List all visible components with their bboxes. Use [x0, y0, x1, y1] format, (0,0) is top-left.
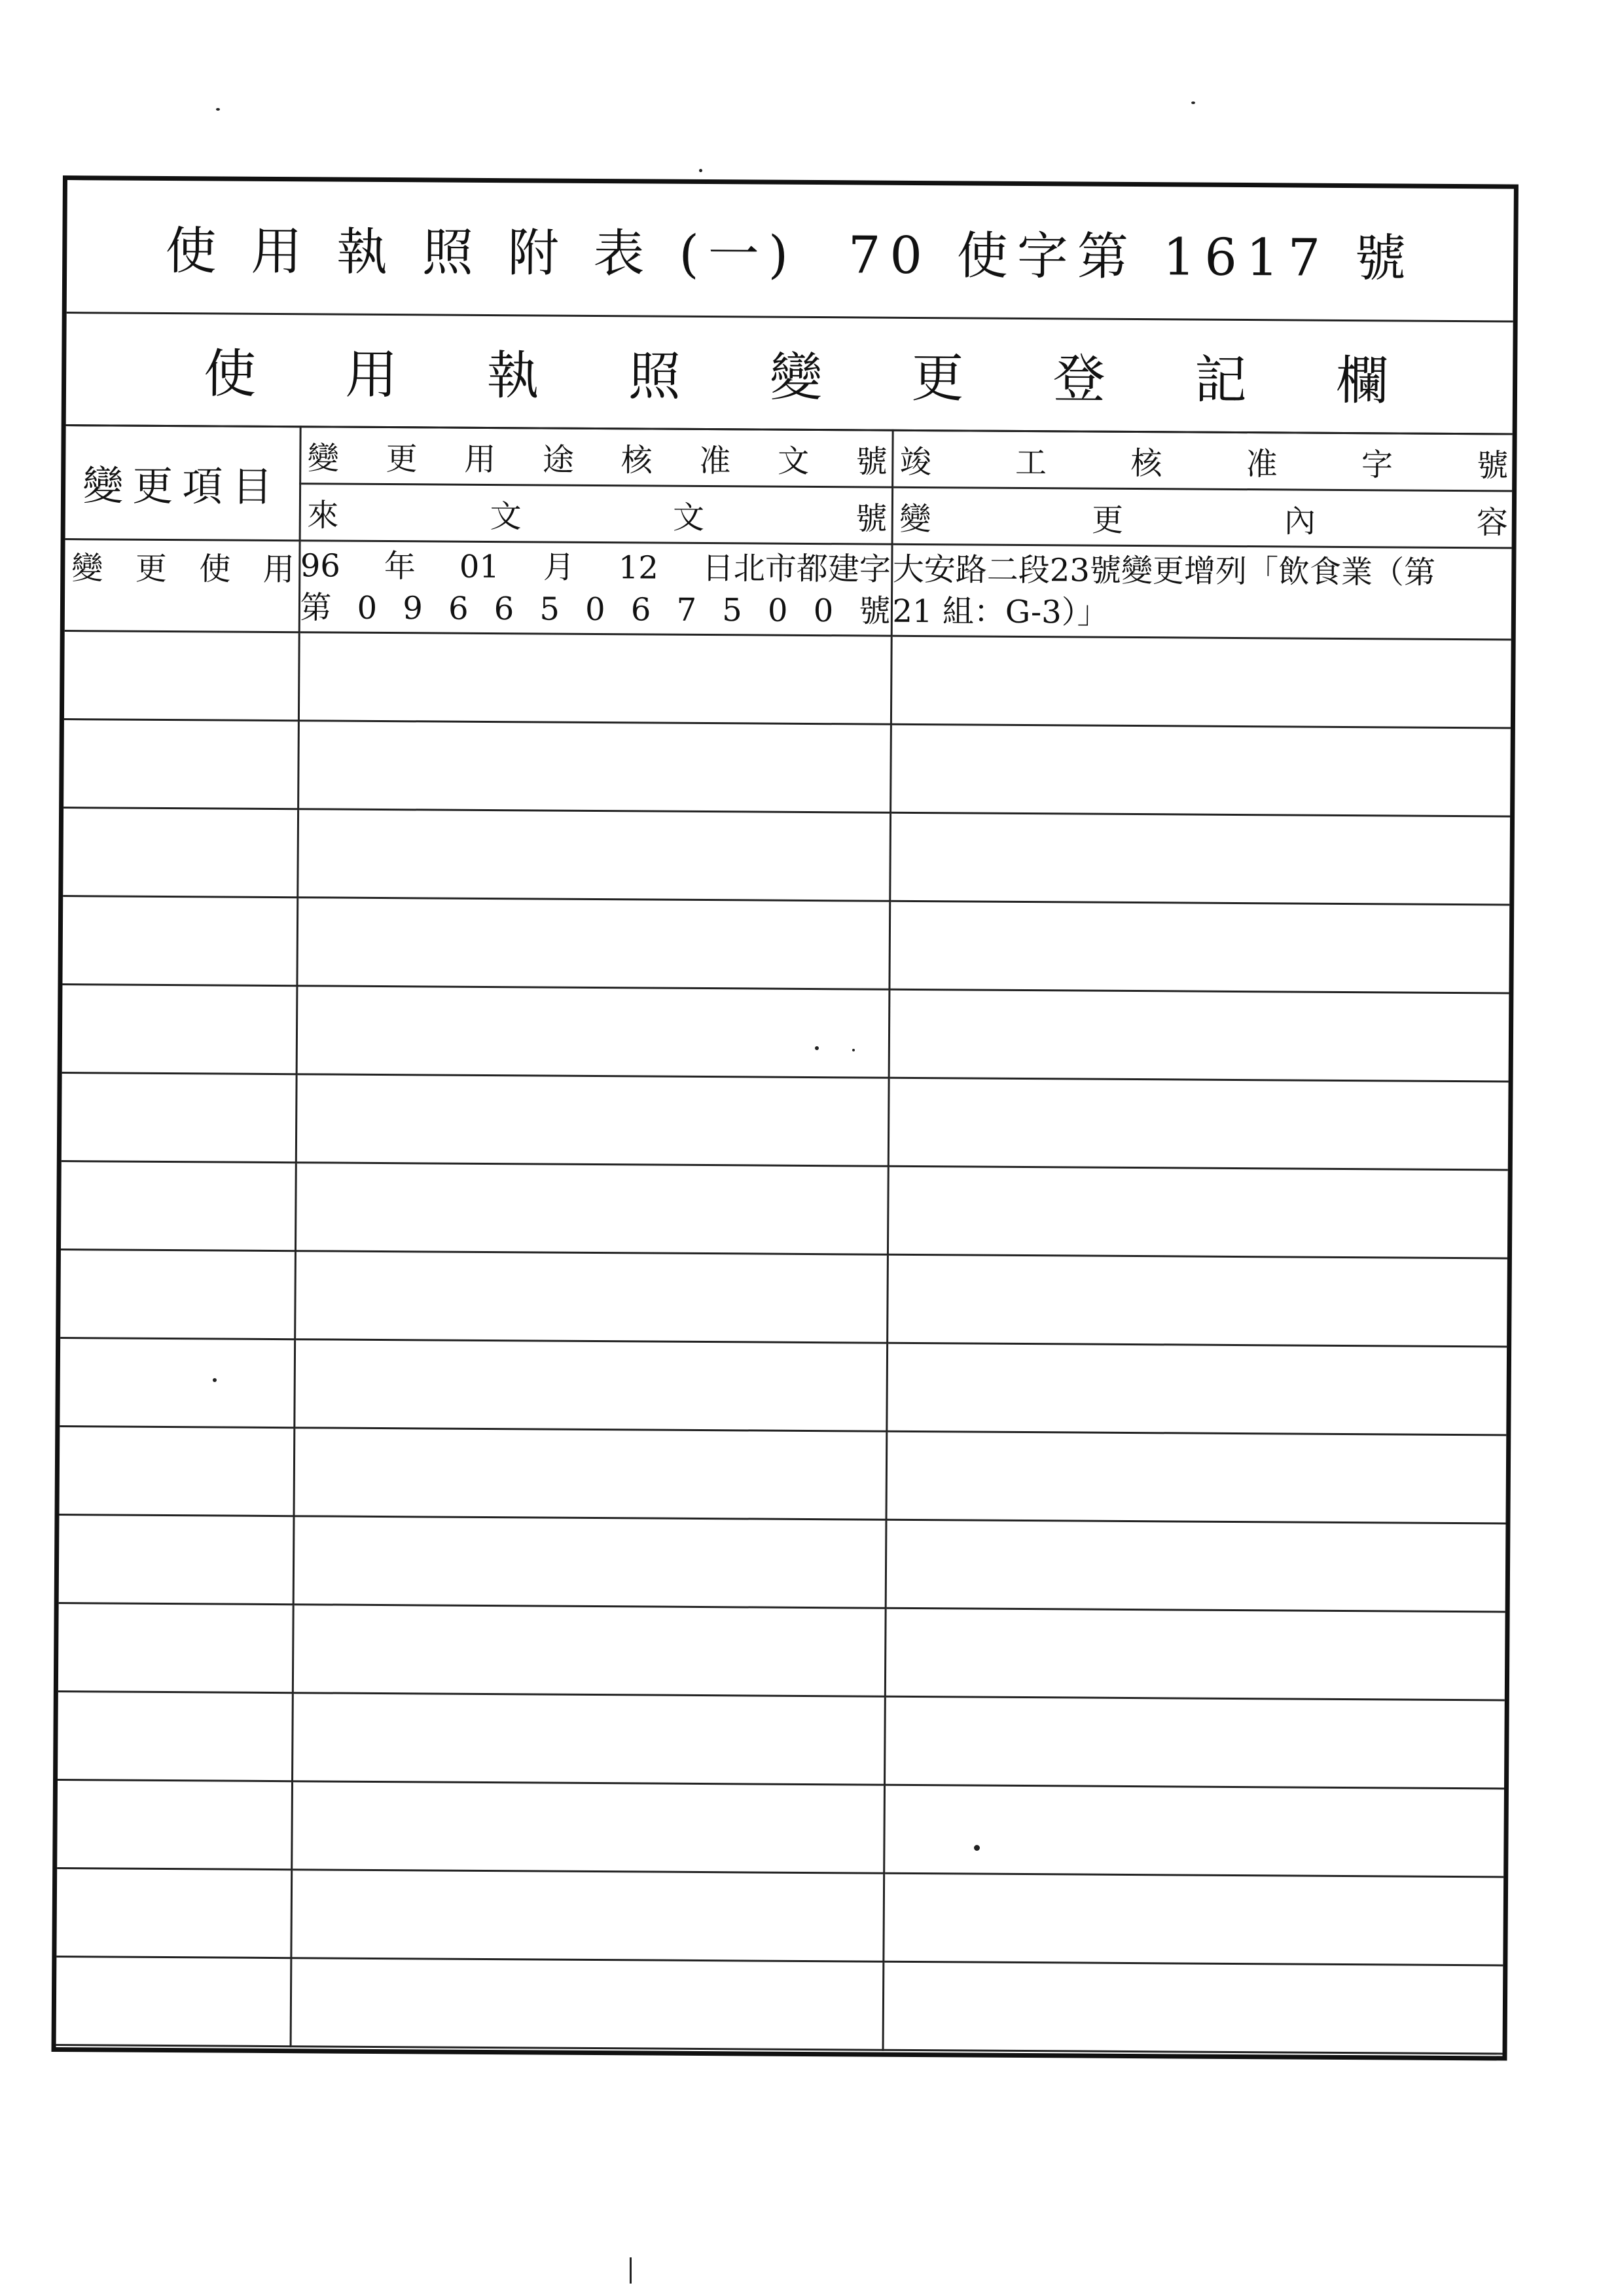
record-content-line-1: 大安路二段23號變更增列「飲食業（第: [892, 551, 1436, 591]
header-char: 文: [672, 499, 705, 536]
record-char: 9: [403, 589, 423, 627]
empty-cell: [293, 1516, 886, 1609]
header-char: 工: [1015, 444, 1047, 481]
table-row: [62, 985, 1509, 1082]
record-char: 第: [300, 589, 332, 627]
empty-cell: [62, 985, 297, 1074]
record-char: 號: [859, 592, 891, 630]
empty-cell: [57, 1779, 292, 1869]
section-heading-char: 記: [1194, 349, 1248, 410]
empty-cell: [886, 1343, 1507, 1435]
section-heading-char: 照: [628, 345, 681, 407]
header-approval-doc: [301, 428, 891, 486]
record-char: 0: [767, 592, 788, 629]
record-char: 日北市都建字: [702, 549, 891, 588]
empty-cell: [60, 1250, 295, 1339]
header-char: 容: [1476, 503, 1508, 541]
header-change-item: 變更項目: [65, 426, 300, 541]
empty-cell: [296, 1074, 889, 1167]
empty-cell: [60, 1427, 295, 1516]
empty-cell: [293, 1428, 886, 1520]
scan-speck: [699, 169, 702, 172]
header-char: 用: [464, 441, 496, 478]
record-char: 用: [262, 551, 295, 588]
header-char: 字: [1361, 446, 1393, 483]
record-doc-line-1: [300, 545, 891, 591]
empty-cell: [884, 1696, 1505, 1789]
empty-cell: [291, 1958, 884, 2050]
table-row: [62, 1073, 1509, 1170]
scan-speck: [1191, 101, 1195, 104]
empty-cell: [59, 1515, 294, 1605]
table-row: [56, 1868, 1503, 1965]
header-char: 核: [620, 441, 653, 479]
empty-cell: [294, 1339, 887, 1432]
section-heading-char: 變: [769, 346, 823, 408]
empty-cell: [62, 1073, 297, 1163]
scan-speck: [216, 108, 220, 111]
record-char: 0: [357, 589, 378, 627]
empty-cell: [883, 1961, 1503, 2054]
empty-cell: [295, 1251, 888, 1343]
empty-cell: [886, 1520, 1506, 1612]
scan-mark: [630, 2257, 632, 2284]
empty-cell: [891, 636, 1511, 728]
empty-cell: [298, 721, 891, 813]
empty-cell: [63, 720, 298, 809]
header-char: 號: [855, 443, 888, 481]
empty-cell: [298, 632, 891, 725]
empty-cell: [889, 989, 1509, 1082]
empty-cell: [890, 812, 1510, 905]
empty-cell: [297, 986, 890, 1078]
empty-cell: [297, 898, 890, 990]
header-char: 文: [490, 498, 522, 535]
table-row: [62, 896, 1509, 993]
header-char: 號: [1477, 446, 1509, 484]
empty-cell: [888, 1166, 1508, 1258]
section-heading-char: 用: [345, 344, 398, 405]
empty-cell: [58, 1691, 293, 1781]
scan-speck: [815, 1046, 819, 1050]
record-char: 月: [543, 548, 575, 586]
table-row: [60, 1427, 1507, 1523]
record-char: 7: [676, 591, 697, 629]
header-completion-approval: [893, 431, 1513, 490]
record-char: 0: [813, 592, 834, 629]
empty-cell: [60, 1338, 295, 1428]
record-char: 6: [494, 590, 514, 627]
empty-cell: [888, 1078, 1509, 1170]
empty-cell: [293, 1605, 886, 1697]
empty-cell: [886, 1431, 1506, 1523]
header-incoming-doc: [300, 484, 891, 543]
section-heading: [66, 312, 1513, 435]
table-row: [58, 1691, 1505, 1788]
header-char: 變: [307, 439, 340, 477]
header-char: 號: [855, 500, 888, 538]
empty-cell: [291, 1781, 884, 1874]
header-char: 內: [1284, 502, 1316, 540]
header-char: 准: [1246, 445, 1278, 483]
record-char: 01: [459, 548, 500, 585]
empty-cell: [63, 808, 298, 898]
record-char: 96: [300, 547, 341, 585]
empty-cell: [56, 1868, 291, 1958]
record-char: 年: [384, 547, 416, 585]
table-row: [58, 1603, 1505, 1700]
section-heading-char: 執: [486, 344, 539, 406]
record-char: 0: [584, 591, 605, 628]
empty-cell: [56, 1956, 291, 2046]
header-char: 更: [1091, 501, 1124, 539]
scan-speck: [213, 1378, 217, 1382]
table-row: [57, 1779, 1504, 1876]
header-char: 更: [386, 440, 418, 477]
table-row: [65, 539, 1512, 640]
header-char: 核: [1130, 445, 1162, 482]
empty-cell: [61, 1161, 296, 1251]
section-heading-char: 欄: [1335, 350, 1389, 411]
record-char: 6: [630, 591, 651, 628]
empty-cell: [292, 1693, 885, 1785]
record-char: 12: [618, 549, 659, 587]
empty-cell: [889, 901, 1509, 993]
header-char: 變: [899, 500, 931, 538]
header-char: 來: [307, 496, 339, 534]
table-row: [63, 720, 1511, 816]
empty-cell: [883, 1873, 1503, 1965]
record-char: 5: [722, 591, 742, 629]
table-row: [59, 1515, 1506, 1612]
empty-cell: [58, 1603, 293, 1693]
header-char: 文: [777, 443, 810, 480]
table-row: [56, 1956, 1503, 2053]
table-row: [60, 1338, 1507, 1435]
empty-cell: [890, 724, 1511, 816]
table-row: [63, 808, 1510, 905]
empty-cell: [62, 896, 297, 986]
empty-cell: [291, 1870, 884, 1962]
record-char: 變: [71, 549, 103, 587]
license-table-frame: [51, 175, 1518, 2061]
empty-cell: [64, 631, 299, 721]
table-row: [61, 1161, 1508, 1258]
scan-speck: [974, 1845, 980, 1851]
section-heading-char: 使: [203, 342, 257, 405]
section-heading-char: 登: [1052, 348, 1106, 410]
record-change-item: [65, 540, 298, 587]
header-char: 途: [542, 441, 575, 479]
scan-speck: [852, 1049, 855, 1051]
record-doc-line-2: [300, 587, 890, 632]
empty-cell: [295, 1163, 888, 1255]
record-char: 使: [199, 550, 231, 588]
empty-cell: [297, 809, 890, 902]
change-registry-table: [56, 424, 1513, 2054]
empty-cell: [884, 1785, 1504, 1877]
section-heading-char: 更: [911, 347, 964, 409]
record-char: 6: [448, 590, 469, 627]
header-change-content: [893, 488, 1512, 547]
table-row: [64, 631, 1511, 728]
table-row: [60, 1250, 1507, 1347]
document-title: 使 用 執 照 附 表 (一) 70 使字第 1617 號: [67, 180, 1514, 322]
header-char: 竣: [899, 443, 932, 481]
empty-cell: [885, 1608, 1505, 1700]
record-content-line-2: 21 組：G-3）」: [892, 592, 1109, 631]
header-char: 准: [699, 442, 731, 479]
record-char: 5: [539, 590, 560, 628]
empty-cell: [887, 1254, 1507, 1347]
record-char: 更: [135, 550, 168, 587]
